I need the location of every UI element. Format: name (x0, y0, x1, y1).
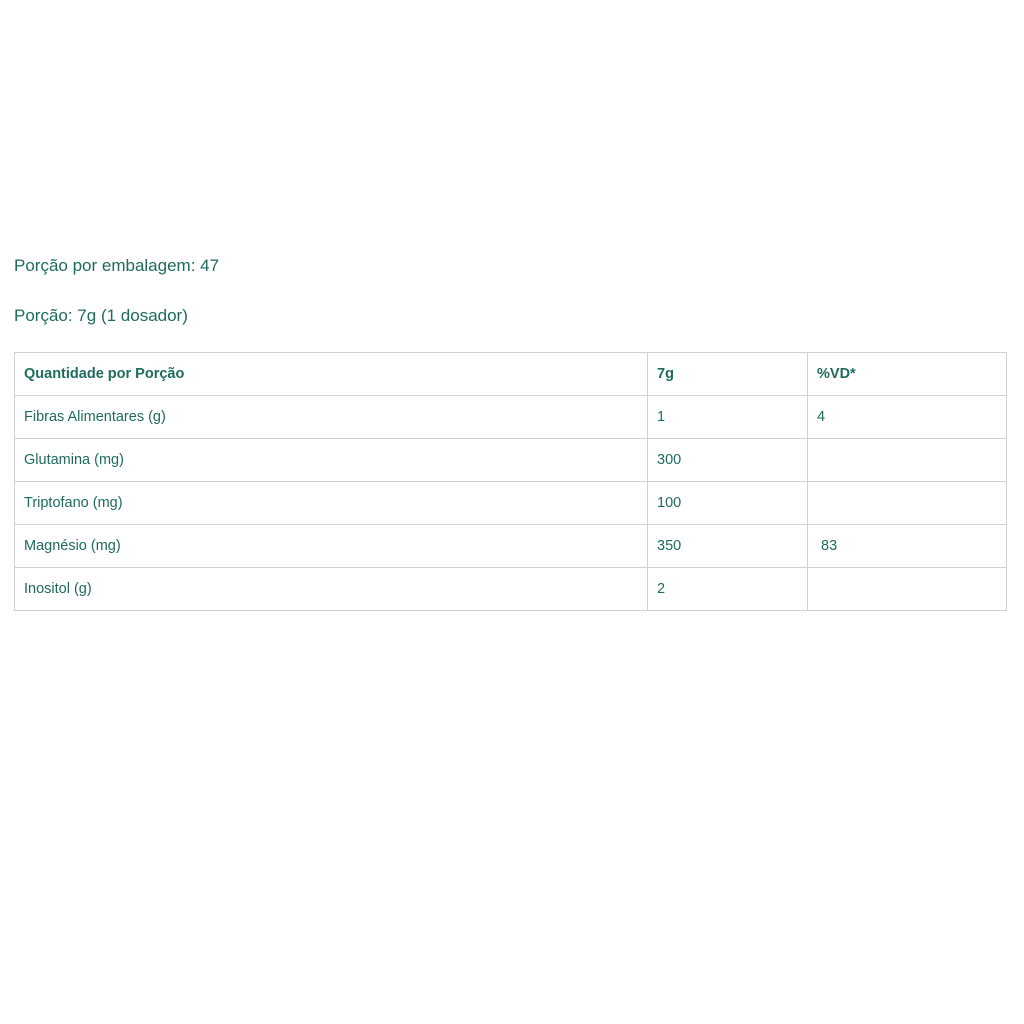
nutrient-daily-value (808, 568, 1007, 611)
header-serving-amount: 7g (648, 353, 808, 396)
nutrient-name: Magnésio (mg) (15, 525, 648, 568)
nutrient-amount: 1 (648, 396, 808, 439)
servings-per-package-text: Porção por embalagem: 47 (14, 256, 220, 275)
nutrition-info-section (14, 254, 1006, 611)
table-row (15, 439, 1007, 482)
nutrient-name: Triptofano (mg) (15, 482, 648, 525)
table-row (15, 482, 1007, 525)
header-quantity-per-serving: Quantidade por Porção (15, 353, 648, 396)
nutrient-name: Glutamina (mg) (15, 439, 648, 482)
nutrition-table (14, 352, 1007, 611)
serving-size-text: Porção: 7g (1 dosador) (14, 306, 188, 325)
table-header-row (15, 353, 1007, 396)
nutrient-daily-value: 83 (808, 525, 1007, 568)
nutrient-amount: 2 (648, 568, 808, 611)
nutrient-amount: 100 (648, 482, 808, 525)
table-row (15, 568, 1007, 611)
nutrient-amount: 350 (648, 525, 808, 568)
nutrient-name: Fibras Alimentares (g) (15, 396, 648, 439)
table-row (15, 396, 1007, 439)
nutrient-daily-value: 4 (808, 396, 1007, 439)
nutrient-daily-value (808, 482, 1007, 525)
nutrient-amount: 300 (648, 439, 808, 482)
nutrient-name: Inositol (g) (15, 568, 648, 611)
nutrient-daily-value (808, 439, 1007, 482)
table-row (15, 525, 1007, 568)
header-daily-value: %VD* (808, 353, 1007, 396)
